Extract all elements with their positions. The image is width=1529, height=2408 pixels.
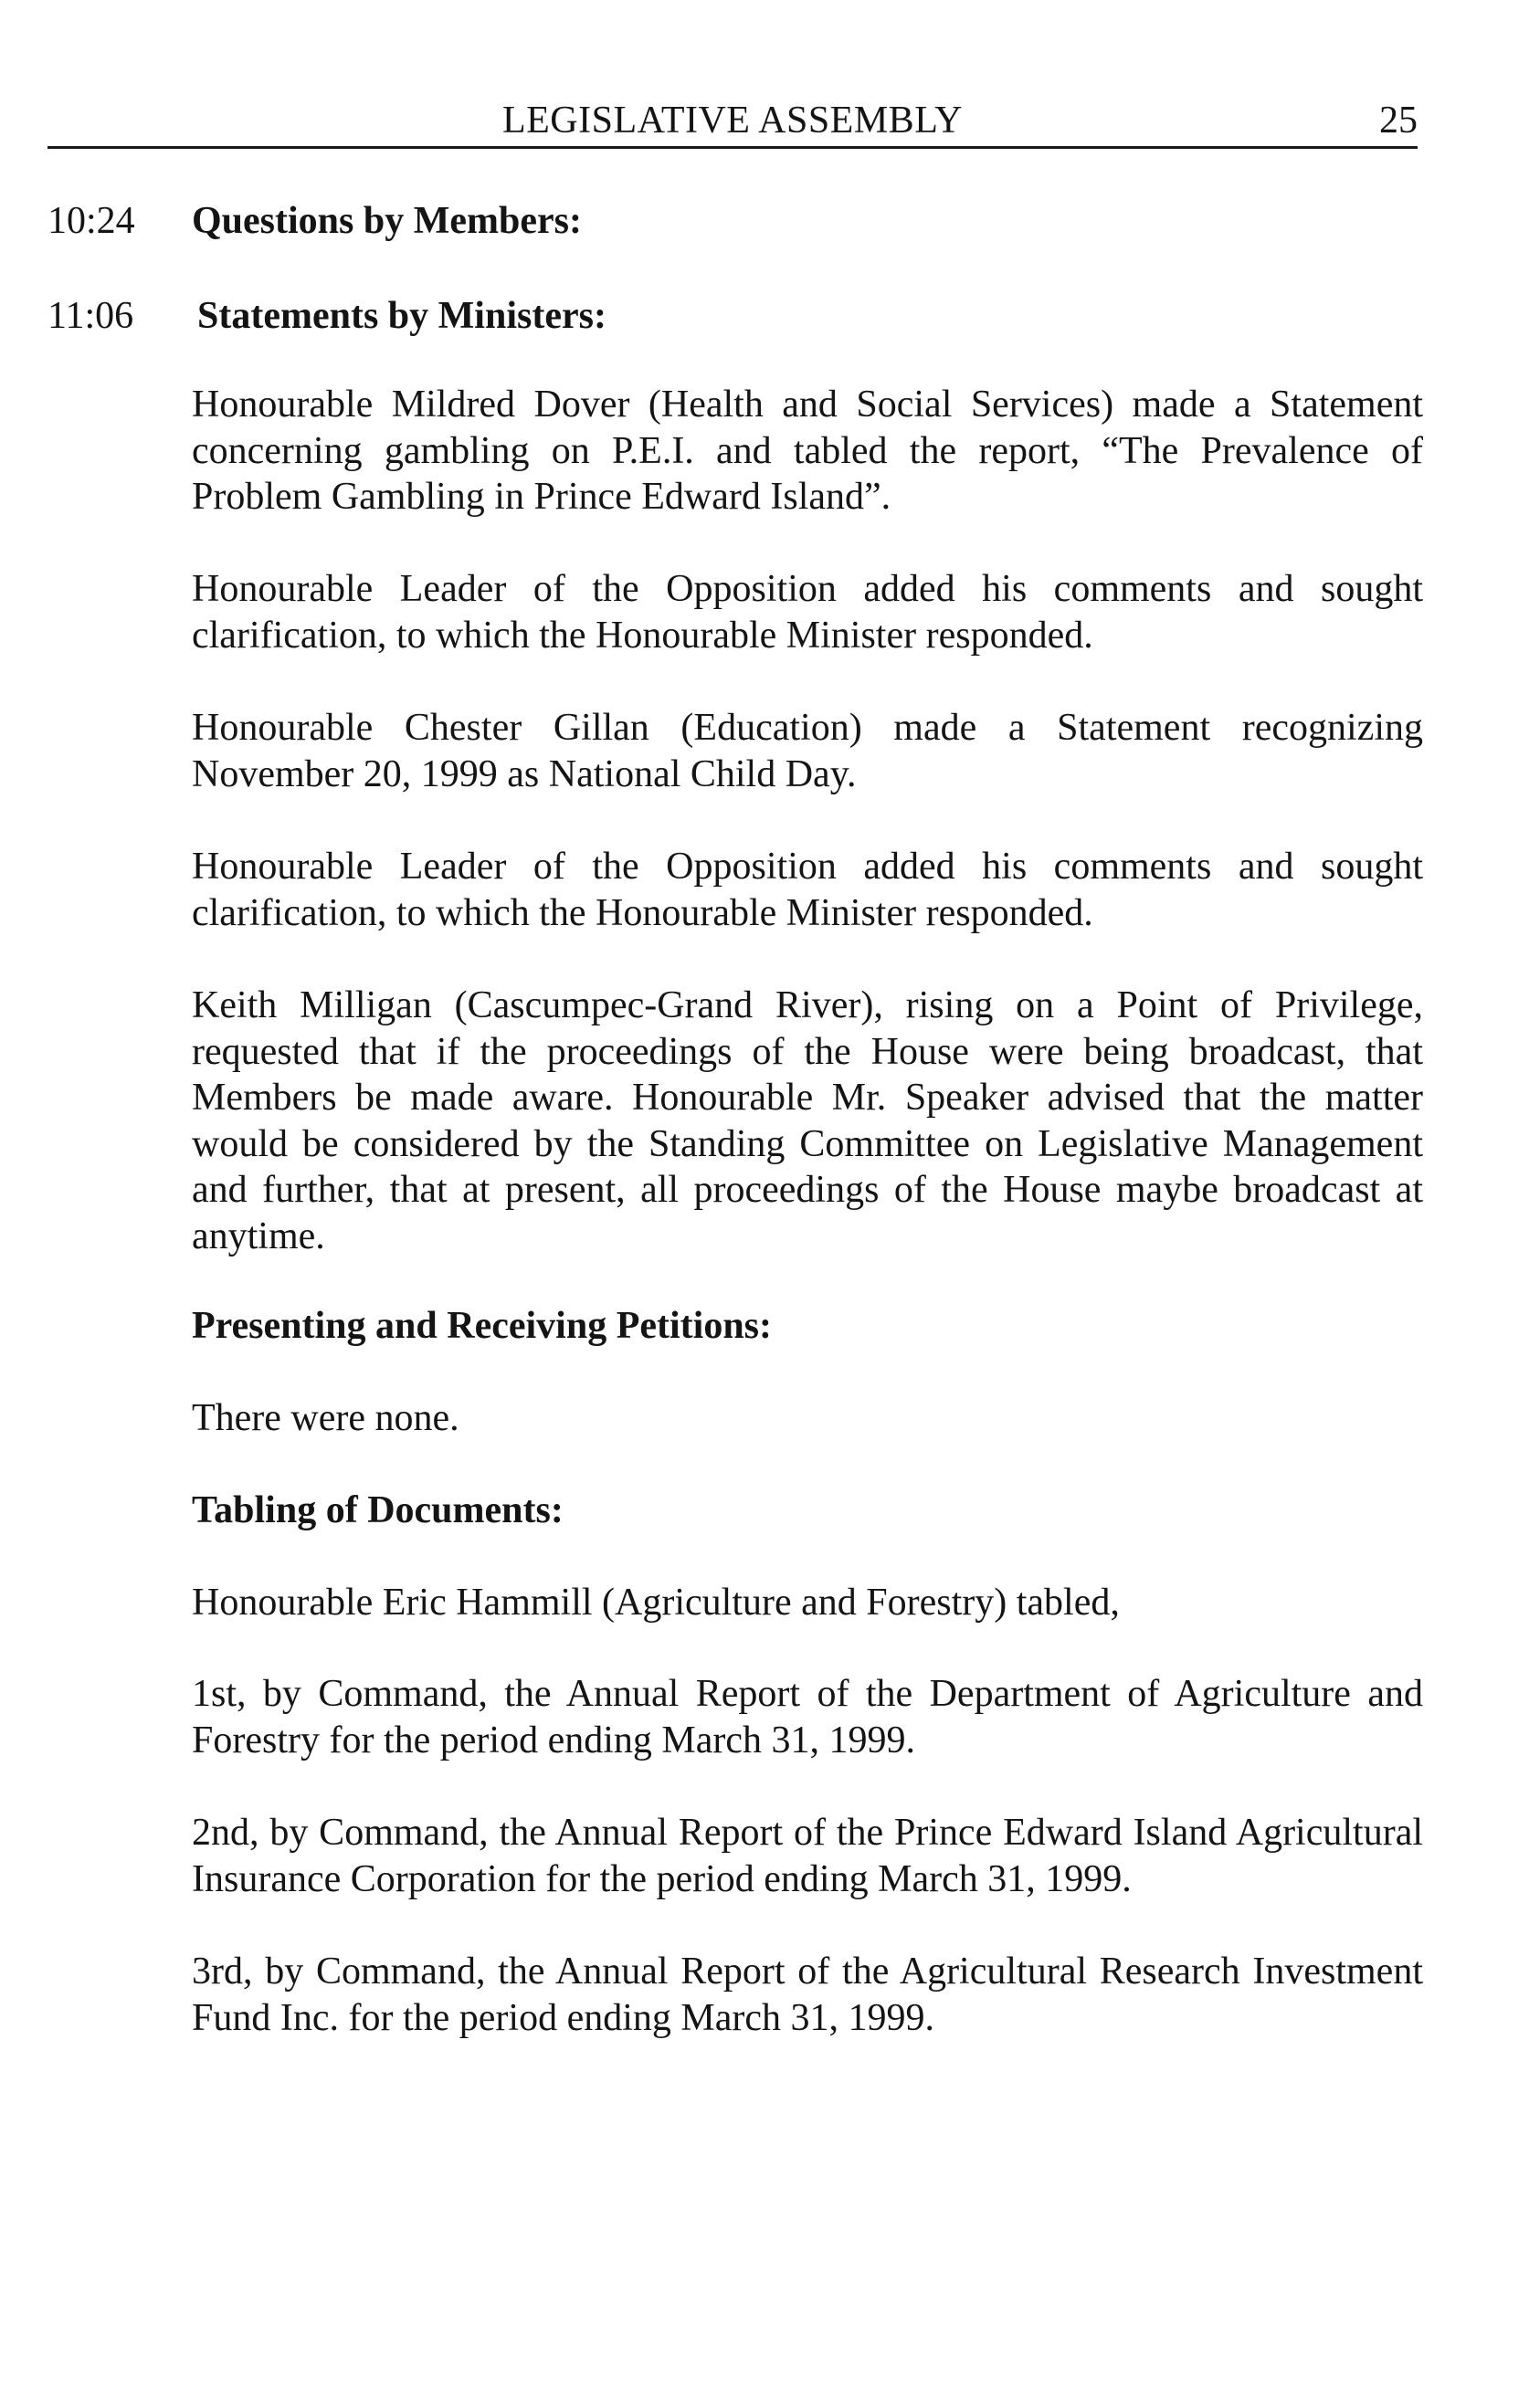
running-header xyxy=(47,95,1418,150)
paragraph-opposition-response-1: Honourable Leader of the Opposition added his comments and sought clarification, to which the Honourable Minister responded. xyxy=(192,568,1423,657)
running-title: LEGISLATIVE ASSEMBLY xyxy=(502,100,963,142)
list-item-tabled-2: 2nd, by Command, the Annual Report of the Prince Edward Island Agricultural Insurance Corporation for the period ending March 31, 1999. xyxy=(192,1812,1423,1900)
heading-statements-by-ministers: Statements by Ministers: xyxy=(197,295,606,337)
entry-time-1: 10:24 xyxy=(47,200,135,242)
paragraph-milligan-privilege: Keith Milligan (Cascumpec-Grand River), rising on a Point of Privilege, requested that if the proceedings of the House were being broadcast, that Members be made aware. Honourable Mr. Speaker advised that the matter would be considered by the Standing Committee on Legislative Management and further, that at present, all proceedings of the House maybe broadcast at anytime. xyxy=(192,984,1423,1257)
entry-time-2: 11:06 xyxy=(47,295,134,337)
page-number: 25 xyxy=(1379,100,1418,142)
list-item-tabled-3: 3rd, by Command, the Annual Report of the Agricultural Research Investment Fund Inc. for the period ending March 31, 1999. xyxy=(192,1951,1423,2039)
header-rule xyxy=(47,146,1418,149)
heading-petitions: Presenting and Receiving Petitions: xyxy=(192,1305,773,1347)
paragraph-gillan-statement: Honourable Chester Gillan (Education) made a Statement recognizing November 20, 1999 as National Child Day. xyxy=(192,707,1423,795)
paragraph-opposition-response-2: Honourable Leader of the Opposition added his comments and sought clarification, to which the Honourable Minister responded. xyxy=(192,846,1423,934)
paragraph-hammill-tabled: Honourable Eric Hammill (Agriculture and Forestry) tabled, xyxy=(192,1582,1120,1624)
heading-tabling-of-documents: Tabling of Documents: xyxy=(192,1489,564,1531)
paragraph-dover-statement: Honourable Mildred Dover (Health and Social Services) made a Statement concerning gambling on P.E.I. and tabled the report, “The Prevalence of Problem Gambling in Prince Edward Island”. xyxy=(192,384,1423,518)
list-item-tabled-1: 1st, by Command, the Annual Report of the Department of Agriculture and Forestry for the period ending March 31, 1999. xyxy=(192,1673,1423,1761)
heading-questions-by-members: Questions by Members: xyxy=(192,200,582,242)
paragraph-petitions-none: There were none. xyxy=(192,1397,459,1439)
